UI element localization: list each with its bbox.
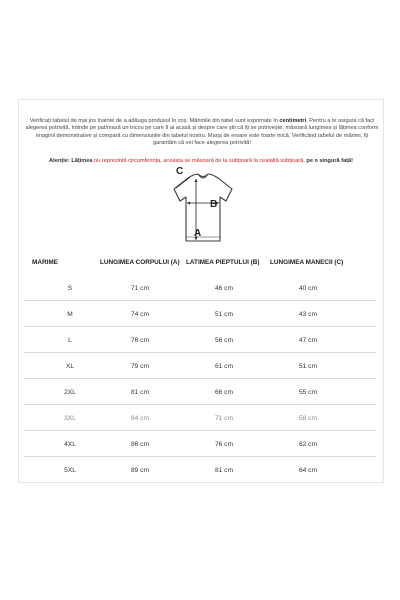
cell-size: 2XL: [64, 389, 76, 396]
cell-body-length: 86 cm: [131, 441, 149, 448]
cell-sleeve-length: 64 cm: [299, 467, 317, 474]
cell-sleeve-length: 55 cm: [299, 389, 317, 396]
row-divider: [24, 430, 376, 431]
header-body-length: LUNGIMEA CORPULUI (A): [100, 259, 180, 266]
table-row: [24, 467, 380, 485]
cell-chest-width: 56 cm: [215, 337, 233, 344]
intro-part-1: Verificați tabelul de mai jos înainte de a adăuga produsul în coș. Mărimile din tabel sunt exprimate în: [29, 117, 280, 124]
cell-sleeve-length: 43 cm: [299, 311, 317, 318]
cell-sleeve-length: 47 cm: [299, 337, 317, 344]
cell-size: 4XL: [64, 441, 76, 448]
cell-chest-width: 51 cm: [215, 311, 233, 318]
row-divider: [24, 352, 376, 353]
row-divider: [24, 300, 376, 301]
cell-chest-width: 81 cm: [215, 467, 233, 474]
size-table-header: [24, 259, 380, 271]
cell-body-length: 74 cm: [131, 311, 149, 318]
attention-warning: nu reprezintă circumferința, aceasta se măsoară de la subțioară la cealaltă subțioară,: [92, 157, 305, 164]
cell-sleeve-length: 51 cm: [299, 363, 317, 370]
cell-chest-width: 61 cm: [215, 363, 233, 370]
intro-unit: centimetri: [279, 117, 307, 124]
tshirt-measurement-icon: [158, 163, 248, 253]
row-divider: [24, 378, 376, 379]
cell-chest-width: 66 cm: [215, 389, 233, 396]
tshirt-diagram: [158, 163, 248, 253]
header-size: MARIME: [32, 259, 58, 266]
intro-part-2: . Pentru a te asigura că faci alegerea potrivită, întinde pe pat/masă un tricou pe care îl ai acasă și despre care știi că îți se potrivește, măsoară lungimea și lățimea conform imaginii demonstrative și compară cu dimensiunile din tabelul nostru. Marja de eroare este foarte mică. Verificând tabelul de mărimi, îți garantăm că vei face alegerea potrivită!: [25, 117, 379, 147]
header-chest-width: LATIMEA PIEPTULUI (B): [186, 259, 260, 266]
cell-size: XL: [65, 363, 75, 370]
attention-lead: Atenție: Lățimea: [48, 157, 93, 164]
header-sleeve-length: LUNGIMEA MANECII (C): [270, 259, 344, 266]
cell-body-length: 89 cm: [131, 467, 149, 474]
diagram-label-b: B: [210, 199, 218, 210]
cell-size: L: [68, 337, 72, 344]
cell-body-length: 79 cm: [131, 363, 149, 370]
intro-text: [24, 118, 380, 148]
attention-emphasis: pe o singură față!: [304, 157, 354, 164]
cell-chest-width: 71 cm: [215, 415, 233, 422]
row-divider: [24, 404, 376, 405]
cell-size: 3XL: [64, 415, 76, 422]
cell-body-length: 71 cm: [131, 285, 149, 292]
row-divider: [24, 456, 376, 457]
cell-size: 5XL: [64, 467, 76, 474]
cell-sleeve-length: 62 cm: [299, 441, 317, 448]
cell-body-length: 84 cm: [131, 415, 149, 422]
row-divider: [24, 326, 376, 327]
cell-body-length: 81 cm: [131, 389, 149, 396]
cell-size: S: [67, 285, 73, 292]
diagram-label-c: C: [176, 166, 184, 177]
cell-sleeve-length: 40 cm: [299, 285, 317, 292]
cell-chest-width: 76 cm: [215, 441, 233, 448]
cell-body-length: 76 cm: [131, 337, 149, 344]
cell-chest-width: 46 cm: [215, 285, 233, 292]
cell-size: M: [67, 311, 73, 318]
diagram-label-a: A: [194, 228, 202, 239]
cell-sleeve-length: 58 cm: [299, 415, 317, 422]
